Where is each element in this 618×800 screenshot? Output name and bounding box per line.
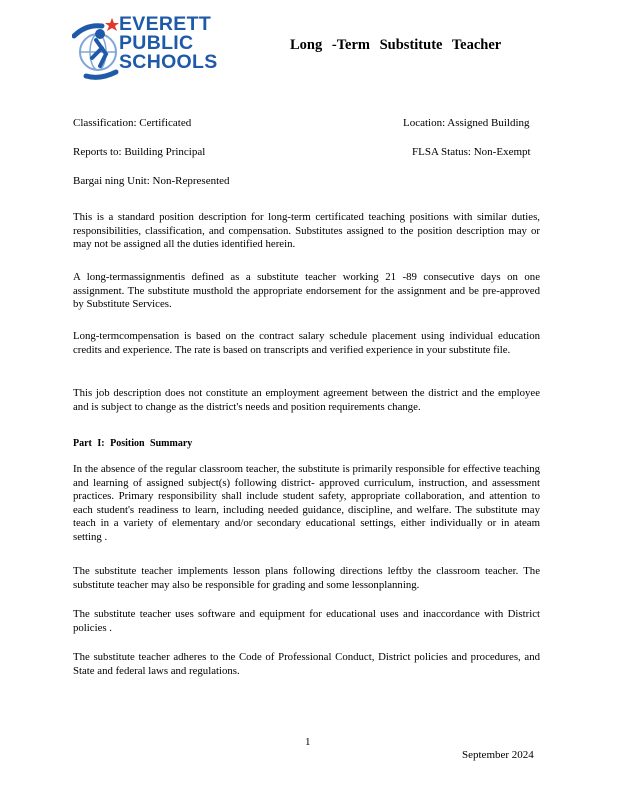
lesson-plans-paragraph: The substitute teacher implements lesson plans following directions leftby the classroom teacher. The substitute teacher may also be responsible for grading and some lessonplanning. (73, 565, 540, 591)
part-1-heading: Part I: Position Summary (73, 438, 193, 449)
page-number: 1 (305, 736, 311, 748)
page-title: Long -Term Substitute Teacher (290, 37, 502, 53)
code-of-conduct-paragraph: The substitute teacher adheres to the Code of Professional Conduct, District policies and procedures, and State and federal laws and regulations. (73, 651, 540, 677)
reports-to-text: Reports to: Building Principal (73, 146, 206, 158)
globe-figure-icon (72, 14, 120, 86)
assignment-paragraph: A long-termassignmentis defined as a substitute teacher working 21 -89 consecutive days on one assignment. The substitute musthold the appropriate endorsement for the assignment and be pre-approved by Substitute Services. (73, 271, 540, 311)
software-paragraph: The substitute teacher uses software and equipment for educational uses and inaccordance with District policies . (73, 608, 540, 634)
logo-line-1: EVERETT (119, 13, 212, 35)
classification-text: Classification: Certificated (73, 117, 192, 129)
district-logo (72, 14, 247, 86)
compensation-paragraph: Long-termcompensation is based on the contract salary schedule placement using individual education credits and experience. The rate is based on transcripts and verified experience in your substitute file. (73, 330, 540, 356)
disclaimer-paragraph: This job description does not constitute an employment agreement between the district and the employee and is subject to change as the district's needs and position requirements change. (73, 387, 540, 413)
logo-wordmark (119, 15, 218, 72)
logo-line-3: SCHOOLS (119, 51, 218, 73)
location-text: Location: Assigned Building (403, 117, 530, 129)
logo-line-2: PUBLIC (119, 32, 194, 54)
footer-date: September 2024 (462, 749, 534, 761)
bargaining-unit-text: Bargai ning Unit: Non-Represented (73, 175, 230, 187)
summary-paragraph: In the absence of the regular classroom teacher, the substitute is primarily responsible for effective teaching and learning of assigned subject(s) following district- approved curriculum, instruction, and assessment practices. Primary responsibility shall include student safety, appropriate collaboration, and attention to each student's readiness to learn, including needed guidance, discipline, and welfare. The substitute may teach in a variety of elementary and/or secondary educational settings, either individually or in ateam setting . (73, 463, 540, 543)
intro-paragraph: This is a standard position description for long-term certificated teaching positions with similar duties, responsibilities, classification, and compensation. Substitutes assigned to the position description may or may not be assigned all the duties identified herein. (73, 211, 540, 251)
flsa-status-text: FLSA Status: Non-Exempt (412, 146, 531, 158)
